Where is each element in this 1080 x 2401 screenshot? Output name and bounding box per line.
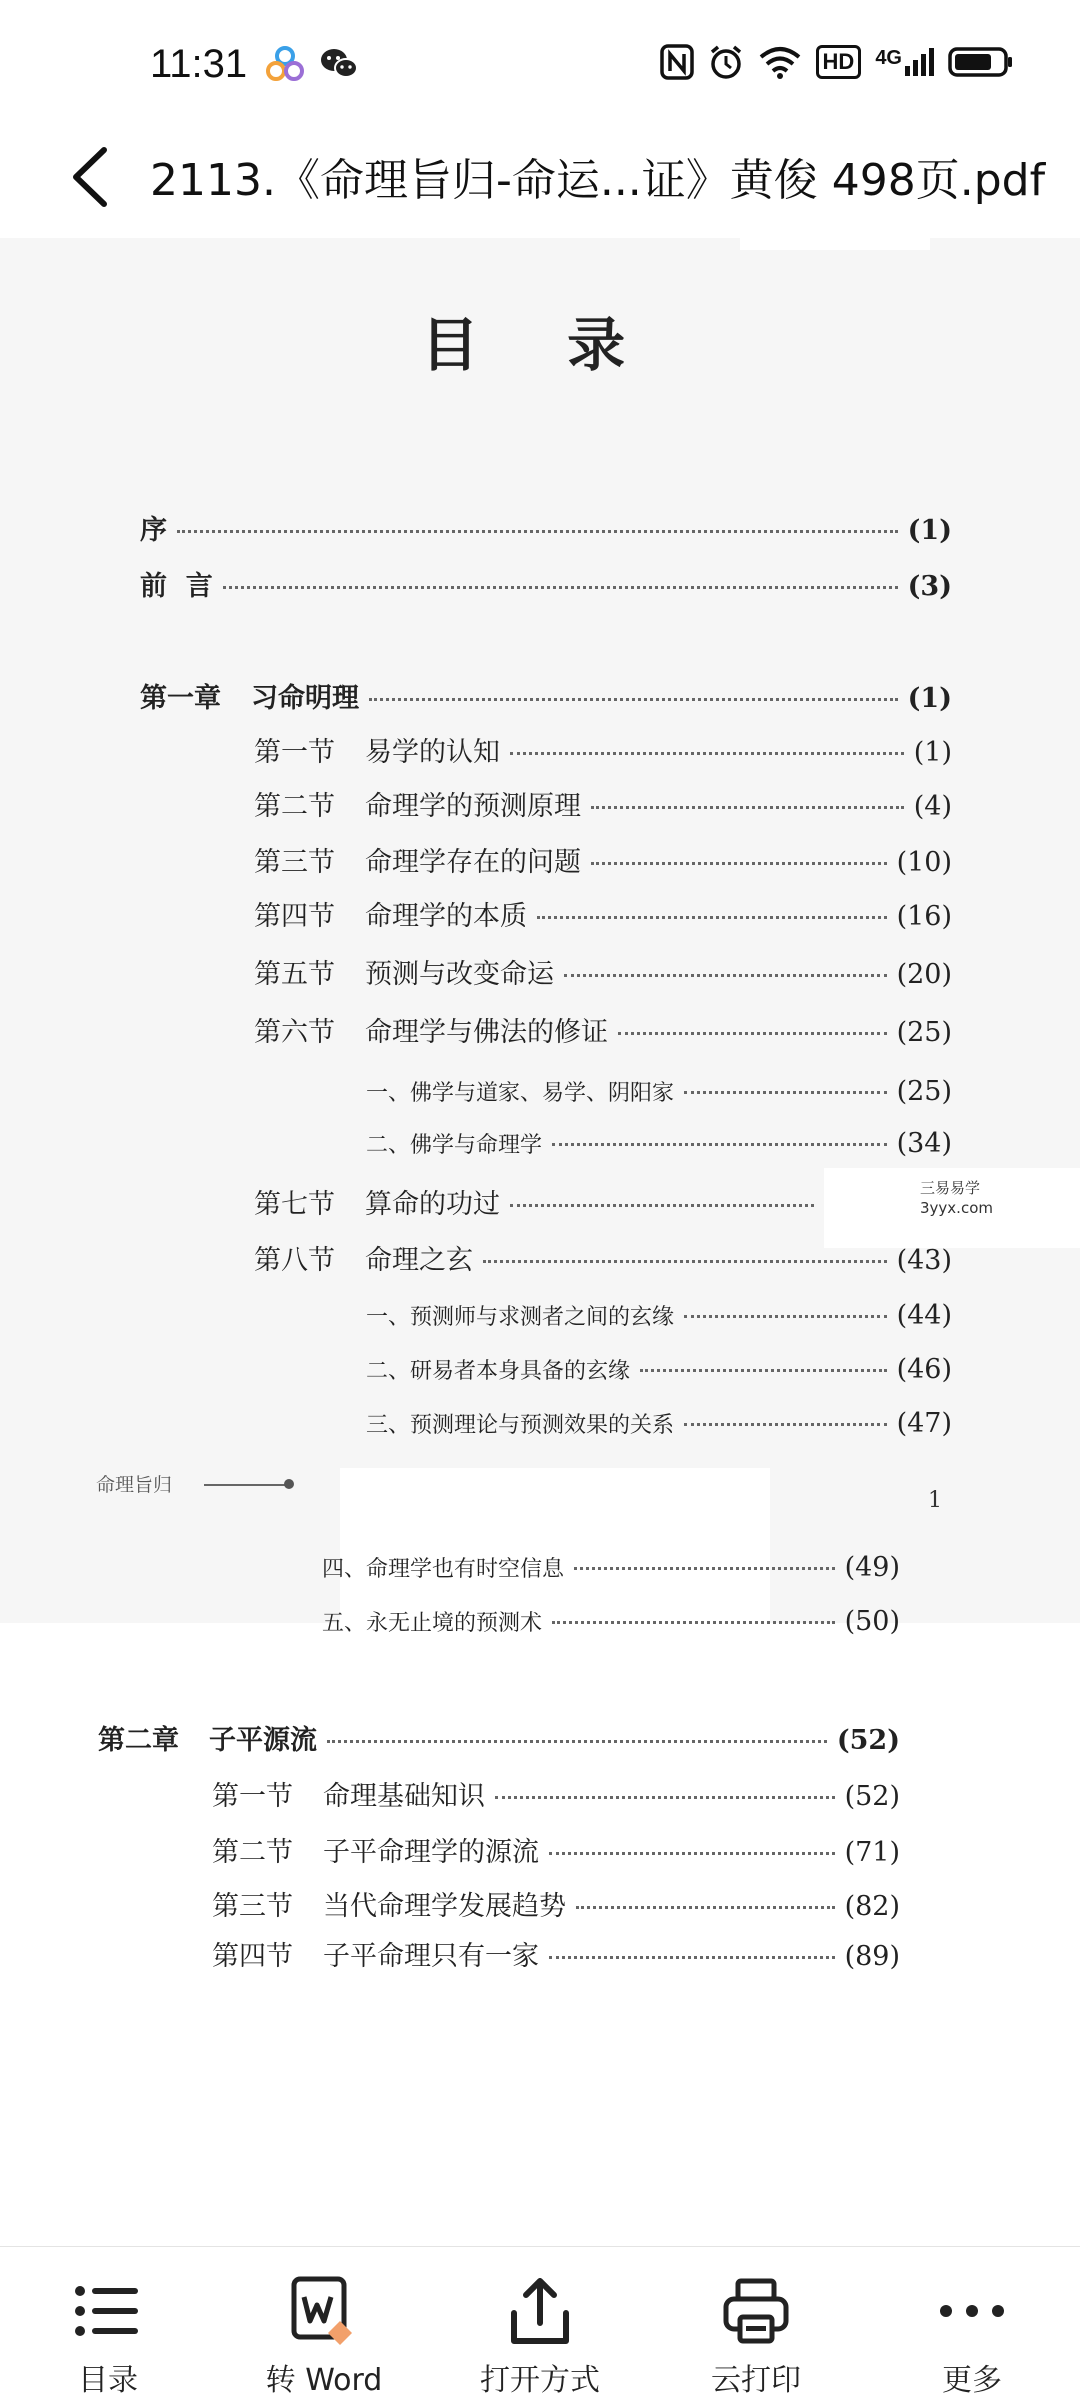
alarm-icon bbox=[708, 44, 744, 80]
toc-leader bbox=[640, 1369, 887, 1372]
toc-section[interactable] bbox=[254, 730, 952, 769]
toc-section-label: 第七节 bbox=[254, 1189, 335, 1220]
toc-leader bbox=[510, 1204, 814, 1207]
page-number: 1 bbox=[928, 1488, 942, 1513]
pdf-page-2 bbox=[0, 1474, 1080, 2246]
watermark-line1: 三易易学 bbox=[920, 1179, 981, 1197]
cloud-print-button[interactable] bbox=[666, 2247, 846, 2401]
battery-icon bbox=[948, 46, 1014, 78]
toc-section-title: 命理基础知识 bbox=[323, 1781, 485, 1812]
pdf-page-1 bbox=[0, 238, 1080, 1623]
list-icon bbox=[68, 2271, 148, 2351]
toc-subitem-label: 二、佛学与命理学 bbox=[366, 1133, 543, 1158]
toc-section[interactable] bbox=[254, 1182, 824, 1221]
wifi-icon bbox=[758, 45, 802, 79]
bottom-toolbar bbox=[0, 2246, 1080, 2401]
toc-entry-page: (3) bbox=[907, 571, 952, 602]
nfc-icon bbox=[660, 44, 694, 80]
toc-leader bbox=[684, 1315, 887, 1318]
page-edge-patch bbox=[740, 238, 930, 250]
toc-leader bbox=[549, 1956, 835, 1959]
toc-leader bbox=[591, 806, 904, 809]
status-app-icons bbox=[265, 46, 359, 82]
toc-entry-page: (34) bbox=[896, 1128, 952, 1159]
toc-section-title: 命理学的本质 bbox=[365, 901, 527, 932]
title-bar bbox=[0, 120, 1080, 238]
toc-subitem[interactable] bbox=[322, 1606, 900, 1637]
status-time: 11:31 bbox=[150, 42, 248, 86]
toc-subitem[interactable] bbox=[366, 1354, 952, 1385]
toc-entry[interactable] bbox=[140, 508, 952, 547]
toc-entry-page: (1) bbox=[907, 515, 952, 546]
toc-leader bbox=[483, 1260, 887, 1263]
convert-word-label: 转 Word bbox=[265, 2363, 383, 2398]
toc-section-title: 易学的认知 bbox=[365, 737, 500, 768]
scan-patch bbox=[340, 1468, 770, 1623]
open-with-label: 打开方式 bbox=[480, 2363, 600, 2398]
more-dots-icon bbox=[932, 2271, 1012, 2351]
wechat-icon bbox=[319, 46, 359, 82]
toc-entry-page: (50) bbox=[844, 1606, 900, 1637]
toc-leader bbox=[576, 1906, 835, 1909]
toc-subitem-label: 五、永无止境的预测术 bbox=[322, 1611, 543, 1636]
toc-leader bbox=[564, 974, 887, 977]
toc-entry-page: (20) bbox=[896, 959, 952, 990]
toc-chapter-label: 第二章 bbox=[98, 1725, 179, 1756]
toc-subitem[interactable] bbox=[366, 1076, 952, 1107]
toc-entry-page: (46) bbox=[896, 1354, 952, 1385]
network-type-label: 4G bbox=[875, 47, 902, 69]
toc-entry-page: (71) bbox=[844, 1837, 900, 1868]
toc-leader bbox=[552, 1143, 887, 1146]
toc-section-title: 预测与改变命运 bbox=[365, 959, 554, 990]
toc-subitem-label: 四、命理学也有时空信息 bbox=[322, 1557, 565, 1582]
toc-entry-page: (10) bbox=[896, 847, 952, 878]
toc-leader bbox=[684, 1423, 887, 1426]
toc-heading: 目 录 bbox=[420, 311, 660, 379]
toc-section-title: 子平命理只有一家 bbox=[323, 1941, 539, 1972]
toc-entry-page: (47) bbox=[896, 1408, 952, 1439]
toc-chapter[interactable] bbox=[98, 1718, 900, 1757]
header-dot bbox=[284, 1479, 294, 1489]
toc-section[interactable] bbox=[254, 1238, 952, 1277]
toc-entry-page: (43) bbox=[896, 1245, 952, 1276]
toc-section-label: 第八节 bbox=[254, 1245, 335, 1276]
toc-leader bbox=[510, 752, 904, 755]
toc-entry[interactable] bbox=[140, 564, 952, 603]
toc-section-title: 子平命理学的源流 bbox=[323, 1837, 539, 1868]
more-label: 更多 bbox=[942, 2363, 1002, 2398]
toc-subitem-label: 三、预测理论与预测效果的关系 bbox=[366, 1413, 675, 1438]
toc-entry-page: (49) bbox=[844, 1552, 900, 1583]
status-indicators bbox=[660, 44, 1014, 80]
toc-leader bbox=[552, 1621, 835, 1624]
toc-entry-page: (82) bbox=[844, 1891, 900, 1922]
toc-chapter[interactable] bbox=[140, 676, 952, 715]
toc-entry-page: (89) bbox=[844, 1941, 900, 1972]
toc-section-label: 第二节 bbox=[212, 1837, 293, 1868]
convert-word-icon bbox=[284, 2271, 364, 2351]
toc-section-title: 算命的功过 bbox=[365, 1189, 500, 1220]
toc-entry-page: (44) bbox=[896, 1300, 952, 1331]
status-bar bbox=[0, 0, 1080, 120]
toc-entry-page: (52) bbox=[836, 1725, 900, 1756]
toc-leader bbox=[369, 698, 898, 701]
toc-entry-page: (4) bbox=[913, 791, 952, 822]
toc-button[interactable] bbox=[18, 2247, 198, 2401]
toc-entry-page: (25) bbox=[896, 1017, 952, 1048]
toc-leader bbox=[591, 862, 887, 865]
toc-subitem[interactable] bbox=[366, 1128, 952, 1159]
toc-section[interactable] bbox=[212, 1934, 900, 1973]
header-rule bbox=[204, 1484, 288, 1486]
toc-section-label: 第一节 bbox=[212, 1781, 293, 1812]
toc-button-label: 目录 bbox=[78, 2363, 138, 2398]
toc-section-title: 命理学与佛法的修证 bbox=[365, 1017, 608, 1048]
toc-entry-page: (25) bbox=[896, 1076, 952, 1107]
toc-leader bbox=[495, 1796, 835, 1799]
toc-subitem-label: 一、佛学与道家、易学、阴阳家 bbox=[366, 1081, 675, 1106]
toc-section-label: 第五节 bbox=[254, 959, 335, 990]
toc-leader bbox=[223, 586, 898, 589]
watermark-line2: 3yyx.com bbox=[920, 1199, 993, 1217]
toc-leader bbox=[574, 1567, 835, 1570]
toc-section-title: 当代命理学发展趋势 bbox=[323, 1891, 566, 1922]
toc-section-title: 命理之玄 bbox=[365, 1245, 473, 1276]
toc-section[interactable] bbox=[254, 952, 952, 991]
chevron-left-icon[interactable] bbox=[62, 142, 122, 212]
toc-section-label: 第三节 bbox=[212, 1891, 293, 1922]
toc-section-label: 第一节 bbox=[254, 737, 335, 768]
hd-icon: HD bbox=[816, 45, 862, 79]
toc-subitem-label: 二、研易者本身具备的玄缘 bbox=[366, 1359, 631, 1384]
cloud-print-label: 云打印 bbox=[711, 2363, 801, 2398]
toc-section-label: 第二节 bbox=[254, 791, 335, 822]
toc-subitem[interactable] bbox=[366, 1408, 952, 1439]
toc-entry-label: 序 bbox=[140, 515, 167, 546]
toc-entry-page: (1) bbox=[913, 737, 952, 768]
toc-chapter-title: 子平源流 bbox=[209, 1725, 317, 1756]
toc-chapter-label: 第一章 bbox=[140, 683, 221, 714]
running-header: 命理旨归 bbox=[96, 1474, 173, 1496]
document-title: 2113.《命理旨归-命运...证》黄俊 498页.pdf bbox=[150, 155, 1046, 206]
toc-entry-label: 前 言 bbox=[140, 571, 213, 602]
toc-leader bbox=[618, 1032, 887, 1035]
toc-leader bbox=[327, 1740, 827, 1743]
toc-leader bbox=[177, 530, 898, 533]
pdf-viewer[interactable] bbox=[0, 238, 1080, 2246]
toc-section[interactable] bbox=[212, 1884, 900, 1923]
toc-section[interactable] bbox=[254, 784, 952, 823]
toc-section[interactable] bbox=[254, 894, 952, 933]
share-icon bbox=[500, 2271, 580, 2351]
colorful-app-icon bbox=[265, 46, 305, 82]
4g-signal-icon bbox=[875, 48, 934, 76]
toc-section-title: 命理学的预测原理 bbox=[365, 791, 581, 822]
open-with-button[interactable] bbox=[450, 2247, 630, 2401]
toc-section-label: 第四节 bbox=[254, 901, 335, 932]
toc-entry-page: (52) bbox=[844, 1781, 900, 1812]
toc-leader bbox=[684, 1091, 887, 1094]
toc-chapter-title: 习命明理 bbox=[251, 683, 359, 714]
toc-subitem-label: 一、预测师与求测者之间的玄缘 bbox=[366, 1305, 675, 1330]
toc-entry-page: (16) bbox=[896, 901, 952, 932]
toc-leader bbox=[549, 1852, 835, 1855]
toc-section[interactable] bbox=[254, 840, 952, 879]
toc-subitem[interactable] bbox=[322, 1552, 900, 1583]
convert-word-button[interactable] bbox=[234, 2247, 414, 2401]
toc-leader bbox=[537, 916, 887, 919]
printer-icon bbox=[716, 2271, 796, 2351]
toc-subitem[interactable] bbox=[366, 1300, 952, 1331]
toc-section-label: 第六节 bbox=[254, 1017, 335, 1048]
toc-section-title: 命理学存在的问题 bbox=[365, 847, 581, 878]
toc-section[interactable] bbox=[212, 1774, 900, 1813]
toc-section[interactable] bbox=[254, 1010, 952, 1049]
more-button[interactable] bbox=[882, 2247, 1062, 2401]
toc-section[interactable] bbox=[212, 1830, 900, 1869]
watermark bbox=[920, 1178, 993, 1218]
toc-section-label: 第四节 bbox=[212, 1941, 293, 1972]
toc-section-label: 第三节 bbox=[254, 847, 335, 878]
toc-entry-page: (1) bbox=[907, 683, 952, 714]
